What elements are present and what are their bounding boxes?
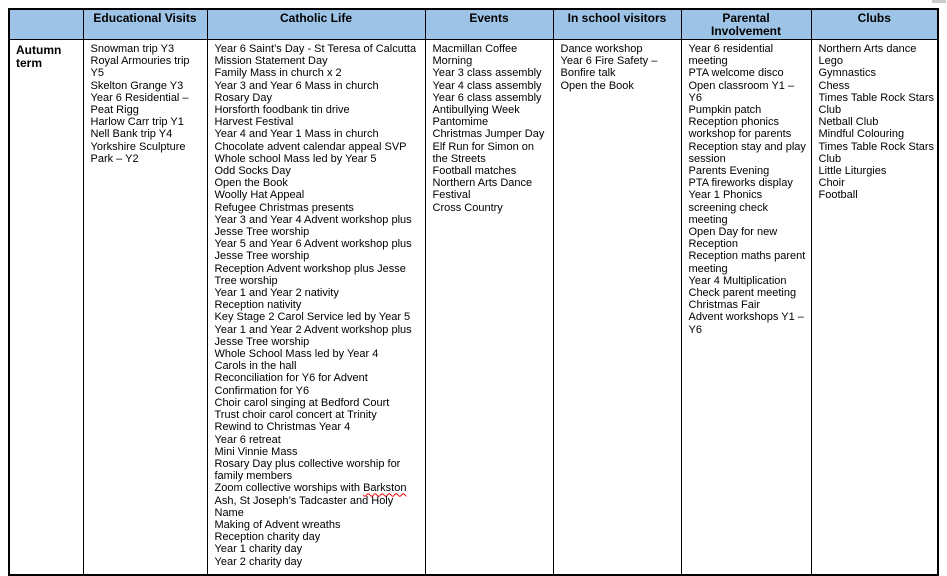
list-item: Mission Statement Day xyxy=(214,55,328,68)
header-label-educational-visits: Educational Visits xyxy=(93,11,197,25)
header-label-parental-involvement: Parental Involvement xyxy=(710,11,782,38)
list-item: Harvest Festival xyxy=(214,116,294,129)
cell-clubs[interactable] xyxy=(811,40,938,576)
list-item: Year 2 charity day xyxy=(214,555,303,568)
list-item: Pantomime xyxy=(432,116,489,129)
list-item: Reception nativity xyxy=(214,299,302,312)
header-row xyxy=(9,9,938,40)
header-cell-educational-visits[interactable] xyxy=(83,9,207,40)
list-item: Year 1 Phonics screening check meeting xyxy=(688,189,768,226)
header-label-events: Events xyxy=(469,11,509,25)
list-item: Chess xyxy=(818,79,850,92)
list-item: Year 6 class assembly xyxy=(432,91,542,104)
header-cell-blank[interactable] xyxy=(9,9,83,40)
list-item: Lego xyxy=(818,55,843,68)
list-item: Year 6 Saint’s Day - St Teresa of Calcutta xyxy=(214,43,417,55)
list-item: Yorkshire Sculpture Park – Y2 xyxy=(90,140,186,165)
list-item: Northern Arts Dance Festival xyxy=(432,177,533,202)
list-item: Chocolate advent calendar appeal SVP xyxy=(214,140,407,153)
list-item: Year 1 and Year 2 nativity xyxy=(214,287,339,300)
list-item: Horsforth foodbank tin drive xyxy=(214,104,350,117)
list-item: Year 4 Multiplication Check parent meeting xyxy=(688,274,797,300)
list-item: Snowman trip Y3 xyxy=(90,43,175,55)
list-item: Little Liturgies xyxy=(818,165,887,178)
list-item: Year 6 Residential – Peat Rigg xyxy=(90,91,189,117)
list-item: Confirmation for Y6 xyxy=(214,384,310,397)
list-item: Reception phonics workshop for parents xyxy=(688,116,792,141)
list-item: Rosary Day xyxy=(214,91,272,104)
row-label-cell-autumn-term[interactable] xyxy=(9,40,83,576)
list-item: Times Table Rock Stars Club xyxy=(818,140,935,165)
cell-in-school-visitors[interactable] xyxy=(553,40,681,576)
misspelled-word: Barkston xyxy=(363,482,407,495)
list-item: Cross Country xyxy=(432,201,503,214)
list-item: Woolly Hat Appeal xyxy=(214,189,305,202)
list-item: Year 3 and Year 4 Advent workshop plus Jesse Tree worship xyxy=(214,213,412,239)
list-item: Family Mass in church x 2 xyxy=(214,67,342,80)
list-item: Netball Club xyxy=(818,116,879,129)
header-cell-clubs[interactable] xyxy=(811,9,938,40)
list-item: Carols in the hall xyxy=(214,360,297,373)
list-item: Royal Armouries trip Y5 xyxy=(90,55,190,80)
cell-catholic-life[interactable] xyxy=(207,40,425,576)
cell-parental-involvement[interactable] xyxy=(681,40,811,576)
list-item: Open classroom Y1 – Y6 xyxy=(688,79,795,104)
list-item: Year 6 Fire Safety – Bonfire talk xyxy=(560,55,658,80)
header-label-in-school-visitors: In school visitors xyxy=(567,11,667,25)
list-item: Year 1 and Year 2 Advent workshop plus Jesse Tree worship xyxy=(214,323,412,348)
header-cell-catholic-life[interactable] xyxy=(207,9,425,40)
header-cell-events[interactable] xyxy=(425,9,553,40)
cell-events[interactable] xyxy=(425,40,553,576)
list-item: Making of Advent wreaths xyxy=(214,518,341,531)
list-item: Year 4 class assembly xyxy=(432,79,542,92)
list-item: Year 1 charity day xyxy=(214,543,303,556)
list-item: Reception maths parent meeting xyxy=(688,250,806,275)
list-item: Reception Advent workshop plus Jesse Tree worship xyxy=(214,262,406,287)
autumn-term-activities-table xyxy=(8,8,939,576)
list-item: Christmas Jumper Day xyxy=(432,128,545,141)
header-cell-parental-involvement[interactable] xyxy=(681,9,811,40)
list-item: Odd Socks Day xyxy=(214,165,291,178)
list-item: Key Stage 2 Carol Service led by Year 5 xyxy=(214,311,411,324)
list-item: Pumpkin patch xyxy=(688,104,762,117)
list-item: Christmas Fair xyxy=(688,299,761,312)
list-item: Elf Run for Simon on the Streets xyxy=(432,140,534,165)
list-item: Mini Vinnie Mass xyxy=(214,445,298,458)
header-label-catholic-life: Catholic Life xyxy=(279,11,352,25)
list-item: Whole School Mass led by Year 4 xyxy=(214,348,379,361)
list-item: Football matches xyxy=(432,165,517,178)
screen-edge-artifact xyxy=(932,0,946,3)
list-item: Antibullying Week xyxy=(432,104,520,117)
list-item: PTA welcome disco xyxy=(688,67,784,80)
list-item: Year 3 and Year 6 Mass in church xyxy=(214,79,379,92)
list-item: Football xyxy=(818,189,858,202)
list-item: Rosary Day plus collective worship for family members xyxy=(214,457,401,483)
list-item: Refugee Christmas presents xyxy=(214,201,354,214)
list-item: Open the Book xyxy=(214,177,288,190)
list-item: Rewind to Christmas Year 4 xyxy=(214,421,351,434)
list-item: Times Table Rock Stars Club xyxy=(818,91,935,117)
autumn-term-row xyxy=(9,40,938,576)
list-item: Dance workshop xyxy=(560,43,643,55)
header-label-clubs: Clubs xyxy=(857,11,891,25)
list-item: Parents Evening xyxy=(688,165,770,178)
list-item: Year 6 residential meeting xyxy=(688,43,774,68)
list-item: Gymnastics xyxy=(818,67,876,80)
list-item: Mindful Colouring xyxy=(818,128,905,141)
list-item: Year 4 and Year 1 Mass in church xyxy=(214,128,379,141)
list-item: Macmillan Coffee Morning xyxy=(432,43,518,68)
header-cell-in-school-visitors[interactable] xyxy=(553,9,681,40)
row-label-text: Autumn term xyxy=(16,43,62,70)
list-item: Harlow Carr trip Y1 xyxy=(90,116,184,129)
list-item: PTA fireworks display xyxy=(688,177,793,190)
list-item: Year 6 retreat xyxy=(214,433,281,446)
list-item: Skelton Grange Y3 xyxy=(90,79,184,92)
list-item xyxy=(215,482,423,519)
list-item: Open the Book xyxy=(560,79,634,92)
text-run: Ash, St Joseph’s Tadcaster and Holy Name xyxy=(214,494,394,519)
cell-educational-visits[interactable] xyxy=(83,40,207,576)
list-item: Northern Arts dance xyxy=(818,43,917,55)
list-item: Year 5 and Year 6 Advent workshop plus Jesse Tree worship xyxy=(214,238,412,263)
list-item: Trust choir carol concert at Trinity xyxy=(214,409,377,422)
list-item: Nell Bank trip Y4 xyxy=(90,128,173,141)
list-item: Choir xyxy=(818,177,845,190)
list-item: Reception charity day xyxy=(214,531,321,544)
list-item: Open Day for new Reception xyxy=(688,226,778,251)
list-item: Choir carol singing at Bedford Court xyxy=(214,396,390,409)
list-item: Advent workshops Y1 – Y6 xyxy=(688,311,804,336)
list-item: Year 3 class assembly xyxy=(432,67,542,80)
text-run: Zoom collective worships with xyxy=(214,482,364,495)
list-item: Reception stay and play session xyxy=(688,140,806,165)
list-item: Whole school Mass led by Year 5 xyxy=(214,152,377,165)
list-item: Reconciliation for Y6 for Advent xyxy=(214,372,368,385)
